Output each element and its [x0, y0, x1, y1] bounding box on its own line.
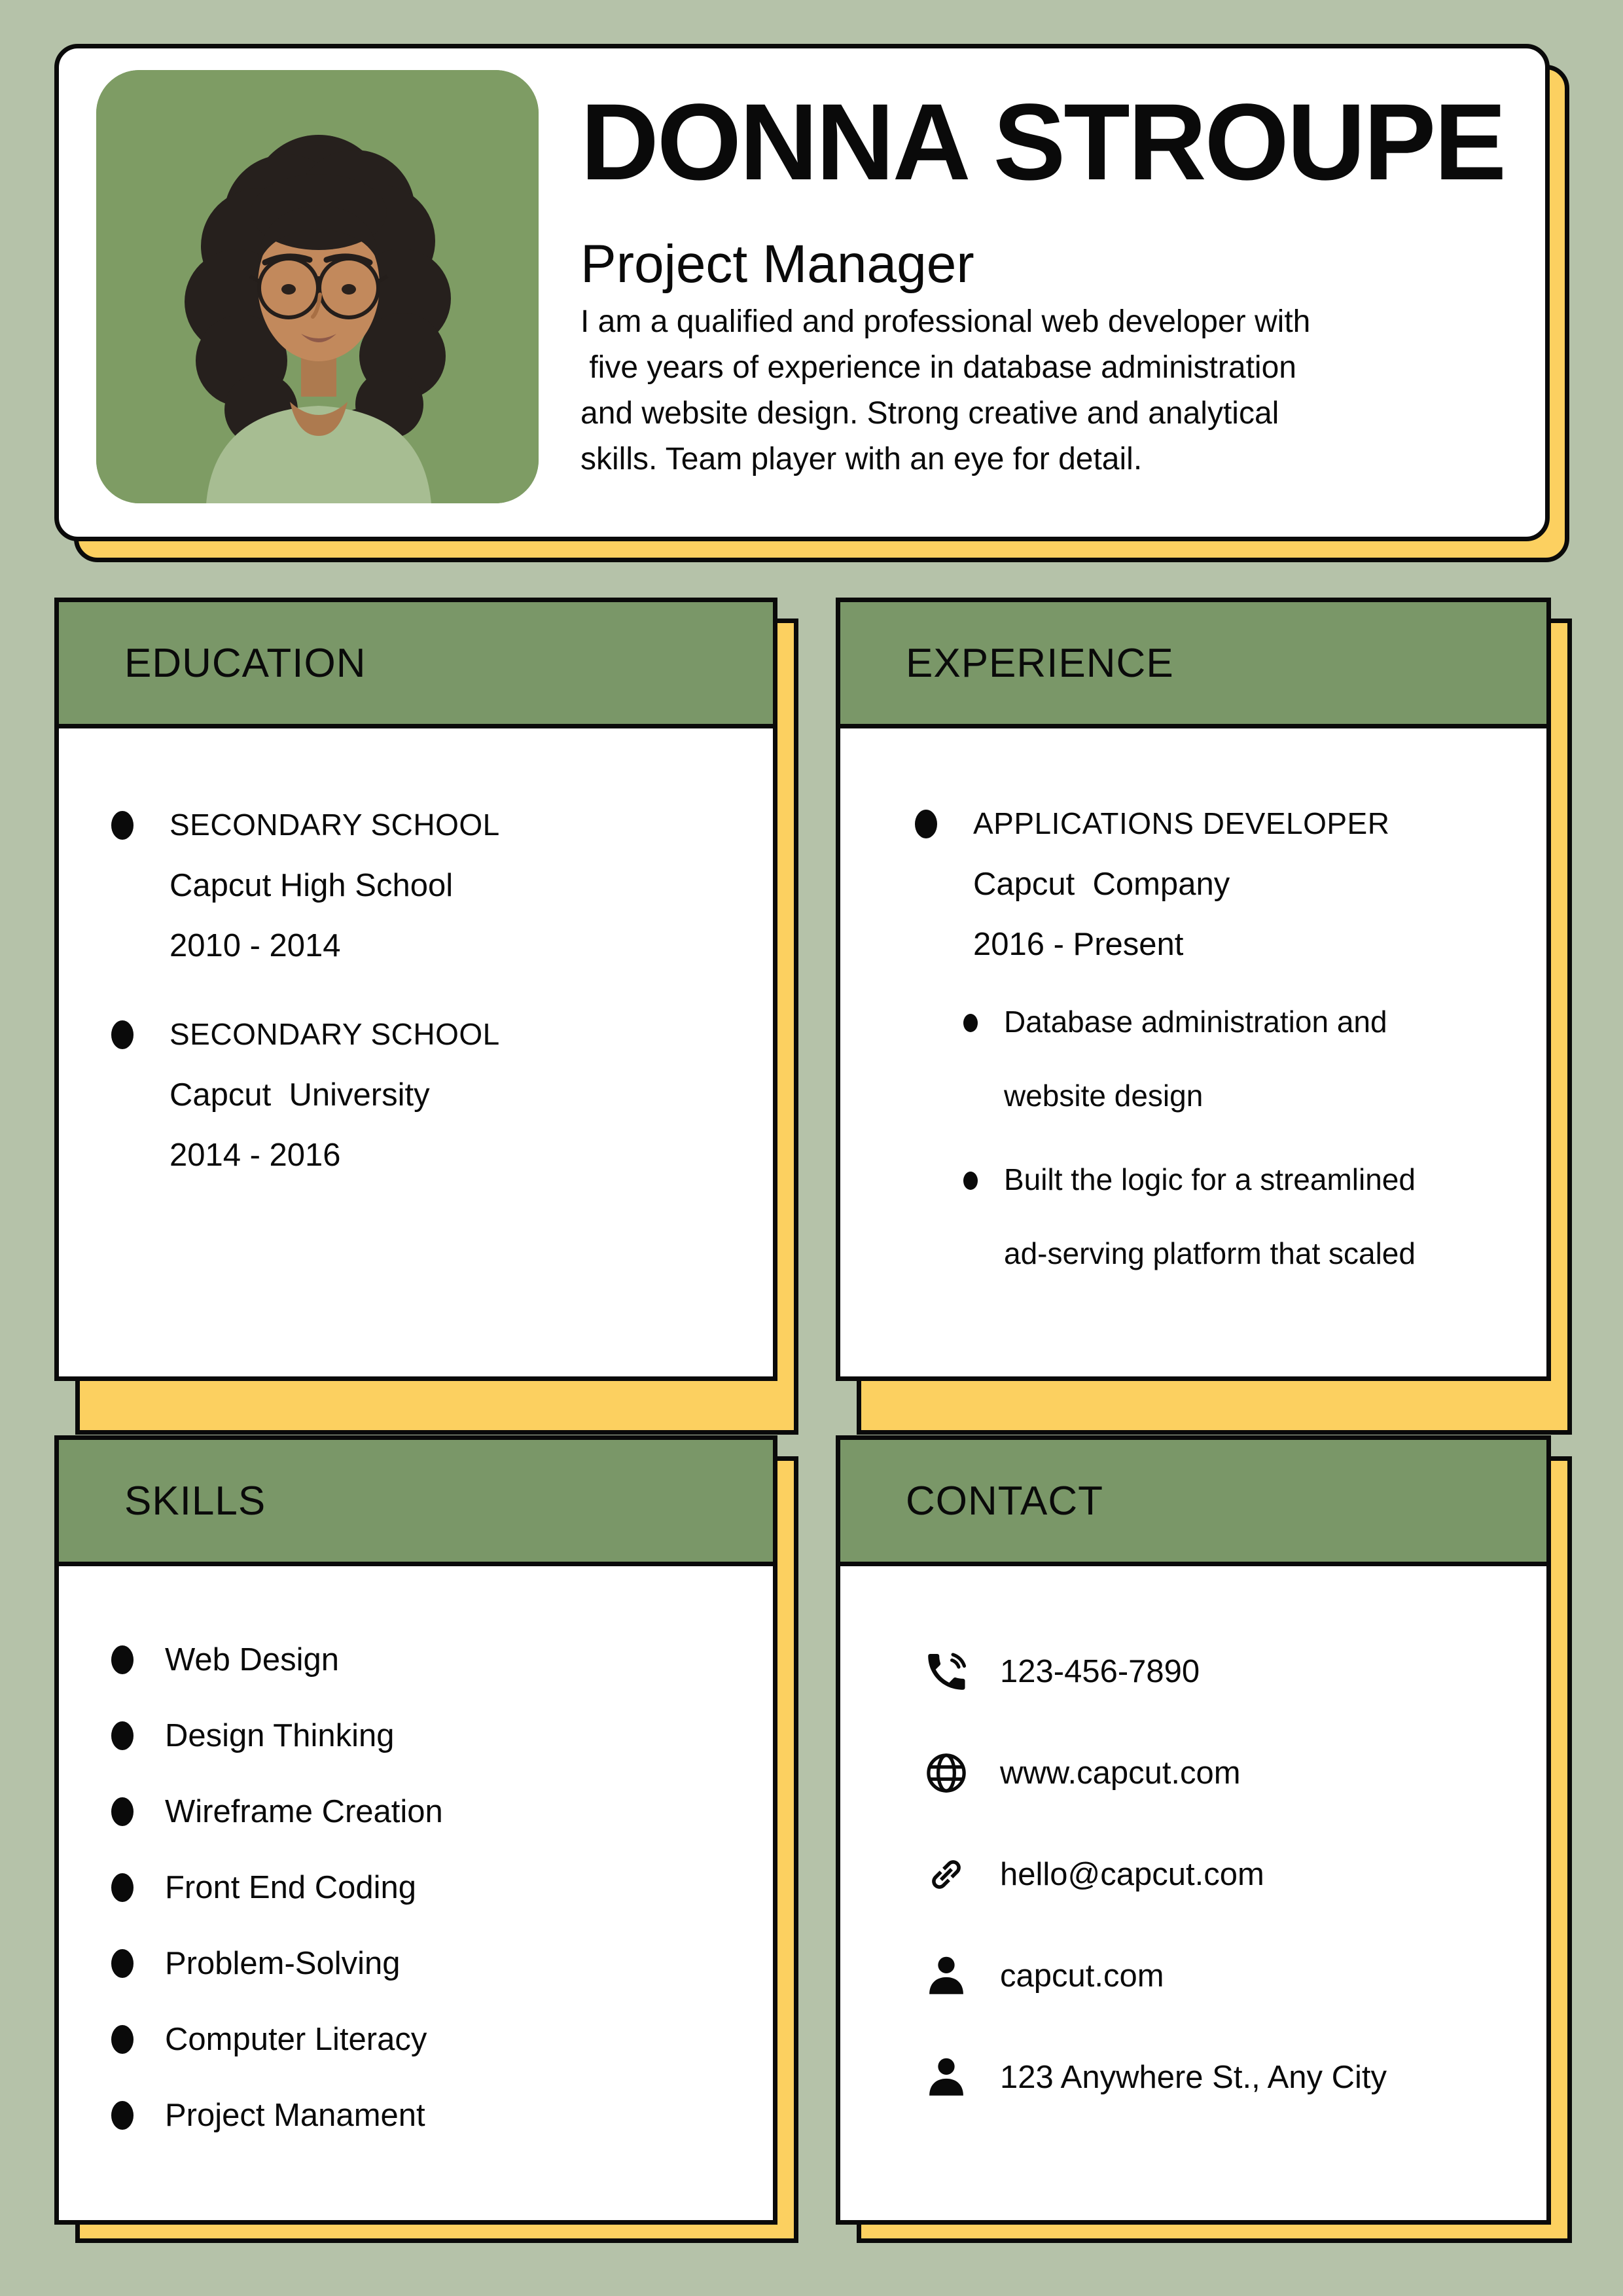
summary-paragraph [580, 299, 1310, 482]
contact-row [922, 1952, 1533, 2000]
contact-value: 123 Anywhere St., Any City [1000, 2060, 1387, 2095]
contact-row [922, 1851, 1533, 1898]
education-title: EDUCATION [124, 640, 366, 686]
link-icon [922, 1850, 971, 1899]
experience-years: 2016 - Present [973, 927, 1184, 962]
bullet-dot-icon [111, 2025, 134, 2054]
bullet-dot-icon [111, 1645, 134, 1674]
contact-section-header [836, 1435, 1551, 1566]
person-role: Project Manager [580, 234, 974, 294]
experience-highlight [963, 985, 1533, 1132]
bullet-dot-icon [111, 1949, 134, 1978]
skill-item [111, 1622, 753, 1698]
contact-title: CONTACT [906, 1478, 1104, 1524]
skill-item [111, 1926, 753, 2001]
contact-value: www.capcut.com [1000, 1755, 1241, 1791]
header-card [54, 44, 1550, 541]
skill-label: Computer Literacy [165, 2022, 427, 2057]
contact-value: capcut.com [1000, 1958, 1164, 1994]
bullet-dot-icon [915, 810, 937, 838]
bullet-dot-icon [111, 1020, 134, 1049]
bullet-dot-icon [111, 811, 134, 840]
contact-row [922, 1648, 1533, 1695]
contact-row [922, 1749, 1533, 1797]
skills-card [54, 1562, 777, 2225]
skill-label: Project Manament [165, 2098, 425, 2133]
summary-line: I am a qualified and professional web developer with [580, 304, 1311, 339]
education-school: Capcut University [169, 1077, 430, 1113]
experience-highlight-text: Built the logic for a streamlined ad-serving platform that scaled [1004, 1162, 1424, 1271]
experience-company: Capcut Company [973, 867, 1230, 902]
person-icon [922, 2053, 971, 2102]
education-degree: SECONDARY SCHOOL [169, 1017, 500, 1051]
education-degree: SECONDARY SCHOOL [169, 808, 500, 842]
experience-title: EXPERIENCE [906, 640, 1174, 686]
education-section-header [54, 598, 777, 728]
experience-highlights [963, 985, 1533, 1291]
profile-photo-illustration [96, 70, 539, 503]
summary-line: and website design. Strong creative and analytical [580, 396, 1279, 431]
bullet-dot-icon [111, 1797, 134, 1826]
experience-section-header [836, 598, 1551, 728]
skills-section-header [54, 1435, 777, 1566]
summary-line: skills. Team player with an eye for detail. [580, 442, 1143, 476]
education-years: 2014 - 2016 [169, 1138, 341, 1173]
bullet-dot-icon [111, 1873, 134, 1902]
contact-row [922, 2054, 1533, 2101]
skill-label: Problem-Solving [165, 1946, 401, 1981]
experience-role: APPLICATIONS DEVELOPER [973, 806, 1390, 840]
skill-item [111, 2001, 753, 2077]
contact-value: 123-456-7890 [1000, 1654, 1200, 1689]
sub-bullet-dot-icon [963, 1172, 978, 1190]
person-name: DONNA STROUPE [580, 82, 1505, 203]
contact-value: hello@capcut.com [1000, 1857, 1264, 1892]
skill-item [111, 1698, 753, 1774]
education-years: 2010 - 2014 [169, 928, 341, 963]
phone-icon [922, 1647, 971, 1696]
skills-title: SKILLS [124, 1478, 266, 1524]
person-icon [922, 1952, 971, 2000]
experience-highlight [963, 1143, 1533, 1290]
experience-highlight-text: Database administration and website design [1004, 1005, 1396, 1113]
experience-card [836, 724, 1551, 1381]
skill-label: Design Thinking [165, 1718, 395, 1753]
education-card [54, 724, 777, 1381]
skill-label: Wireframe Creation [165, 1794, 443, 1829]
skill-item [111, 2077, 753, 2153]
education-item [111, 807, 747, 964]
skill-item [111, 1774, 753, 1850]
education-item [111, 1016, 747, 1174]
skill-item [111, 1850, 753, 1926]
education-school: Capcut High School [169, 868, 454, 903]
skill-label: Web Design [165, 1642, 340, 1677]
summary-line: five years of experience in database administration [580, 350, 1296, 385]
contact-card [836, 1562, 1551, 2225]
skill-label: Front End Coding [165, 1870, 417, 1905]
bullet-dot-icon [111, 2101, 134, 2130]
experience-item [915, 806, 1533, 963]
sub-bullet-dot-icon [963, 1014, 978, 1032]
profile-photo [96, 70, 539, 503]
globe-icon [922, 1749, 971, 1797]
bullet-dot-icon [111, 1721, 134, 1750]
